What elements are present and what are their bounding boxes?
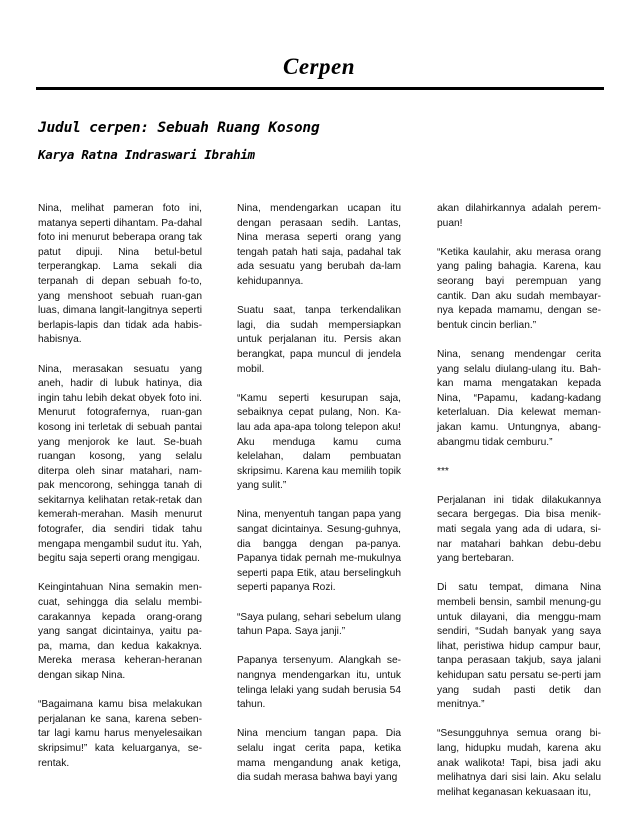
paragraph: Nina, melihat pameran foto ini, matanya seperti dihantam. Pa-dahal foto ini menurut beberapa orang tak patut dipuji. Nina betul-betul terperangkap. Lama sekali dia terpanah di depan sebuah fo-to, yang menshoot sebuah ruan-gan luas, dimana langit-langitnya seperti berlapis-lapis dan tidak ada habis-habisnya. bbox=[38, 203, 202, 346]
text-column-3 bbox=[437, 202, 601, 815]
paragraph: Suatu saat, tanpa terkendalikan lagi, dia sudah mempersiapkan untuk perjalanan itu. Persis akan berangkat, papa muncul di jendela mobil. bbox=[237, 305, 401, 375]
paragraph: “Kamu seperti kesurupan saja, sebaiknya cepat pulang, Non. Ka-lau ada apa-apa tolong telepon aku! Aku menduga kamu cuma kelelahan, dalam pembuatan skripsimu. Karena kau memilih topik yang sulit.” bbox=[237, 392, 401, 492]
paragraph: Keingintahuan Nina semakin men-cuat, sehingga dia selalu membi-carakannya kepada orang-orang yang sangat dicintainya, yaitu pa-pa, mama, dan kedua kakaknya. Mereka merasa keheran-heranan dengan sikap Nina. bbox=[38, 582, 202, 681]
paragraph: akan dilahirkannya adalah perem-puan! bbox=[437, 203, 601, 229]
paragraph: Nina, menyentuh tangan papa yang sangat dicintainya. Sesung-guhnya, dia bangga dengan pa-panya. Papanya tidak pernah me-mukulnya seperti papa Etik, atau berselingkuh seperti papanya Rozi. bbox=[237, 509, 401, 594]
text-column-1 bbox=[38, 202, 202, 786]
paragraph: “Saya pulang, sehari sebelum ulang tahun Papa. Saya janji.” bbox=[237, 611, 401, 638]
article-title: Judul cerpen: Sebuah Ruang Kosong bbox=[38, 120, 320, 136]
paragraph: Nina, merasakan sesuatu yang aneh, hadir di lubuk hatinya, dia ingin tahu lebih dekat obyek foto ini. Menurut fotografernya, ruan-gan kosong ini terletak di sebuah pantai yang menjorok ke laut. Se-buah ruangan kosong, yang selalu diterpa oleh sinar matahari, nam-pak mencorong, sehingga tanah di sekitarnya kelihatan retak-retak dan kemerah-merahan. Masih menurut fotografer, dia sendiri tidak tahu mengapa mengambil sudut itu. Yah, begitu saja seperti orang mengigau. bbox=[38, 363, 202, 565]
paragraph: “Bagaimana kamu bisa melakukan perjalanan ke sana, karena seben-tar lagi kamu harus menyelesaikan skripsimu!” kata keluarganya, se-rentak. bbox=[38, 699, 202, 769]
header-divider bbox=[36, 87, 604, 90]
paragraph: Nina mencium tangan papa. Dia selalu ingat cerita papa, ketika mama mengandung anak ketiga, dia sudah merasa bahwa bayi yang bbox=[237, 728, 401, 784]
section-header-title: Cerpen bbox=[283, 54, 355, 79]
paragraph: Perjalanan ini tidak dilakukannya secara bergegas. Dia bisa menik-mati segala yang ada di udara, si-nar matahari bahkan debu-debu yang bertebaran. bbox=[437, 494, 601, 565]
paragraph: Nina, senang mendengar cerita yang selalu diulang-ulang itu. Bah-kan mama mengatakan kepada Nina, “Papamu, kadang-kadang keterlaluan. Dia kelewat meman-jakan kamu. Untungnya, abang-abangmu tidak cemburu.” bbox=[437, 348, 601, 448]
paragraph: Di satu tempat, dimana Nina membeli bensin, sambil menung-gu untuk dilayani, dia menggu-mam sendiri, “Sudah banyak yang saya lihat, peristiwa hidup campur baur, tanpa perasaan takjub, saya jalani kehidupan satu persatu se-perti jam yang sudah pasti detik dan menitnya.” bbox=[437, 582, 601, 711]
text-column-2 bbox=[237, 202, 401, 800]
paragraph: Papanya tersenyum. Alangkah se-nangnya mendengarkan itu, untuk telinga lelaki yang sudah berusia 54 tahun. bbox=[237, 655, 401, 711]
scene-break: *** bbox=[437, 465, 449, 477]
article-author: Karya Ratna Indraswari Ibrahim bbox=[38, 147, 255, 162]
paragraph: “Sesungguhnya semua orang bi-lang, hidupku mudah, karena aku anak walikota! Tapi, bisa jadi aku melihatnya dari sisi lain. Aku selalu melihat keganasan kekuasaan itu, bbox=[437, 728, 601, 798]
paragraph: “Ketika kaulahir, aku merasa orang yang paling bahagia. Karena, kau seorang bayi perempuan yang cantik. Dan aku sudah membayar-nya kepada mamamu, dengan se-bentuk cincin berlian.” bbox=[437, 246, 601, 331]
paragraph: Nina, mendengarkan ucapan itu dengan perasaan sedih. Lantas, Nina merasa seperti orang yang tengah patah hati saja, padahal tak ada sesuatu yang berubah da-lam kehidupannya. bbox=[237, 203, 401, 287]
